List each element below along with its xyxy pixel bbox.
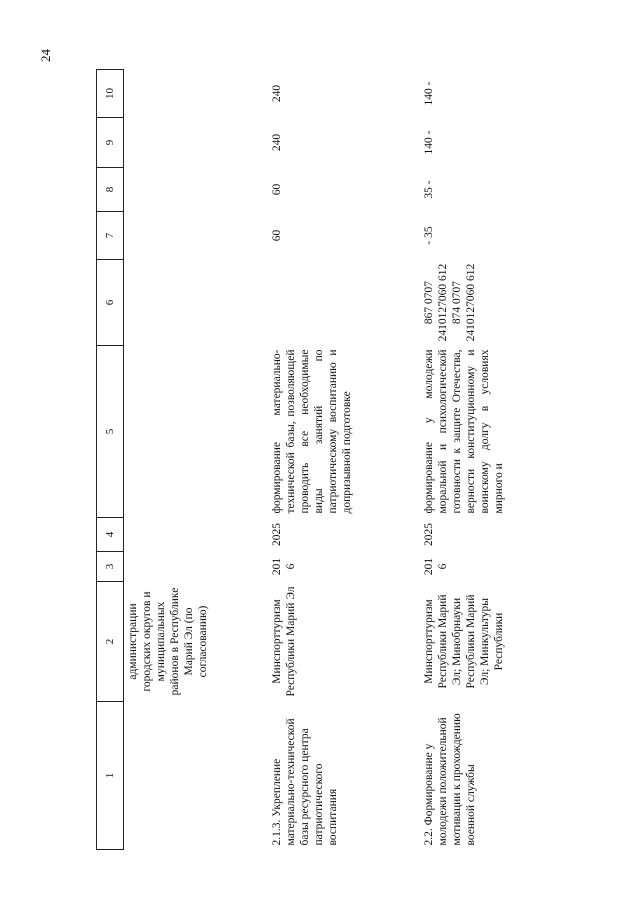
column-number: 2 [97,582,124,702]
value-col-7 [124,212,261,260]
start-year [124,552,261,582]
value-col-8 [124,168,261,212]
measure-name: 2.1.3. Укрепление материально-технической базы ресурсного центра патриотического воспитания [271,718,339,846]
expected-result: формирование у молодежи моральной и психологической готовности к защите Отечества, верности конституционному и воинскому долгу в условиях мирного и [423,349,505,514]
value-col-10: 140 - [423,81,435,106]
budget-code [124,260,261,346]
expected-result [124,346,261,518]
responsible-executor: Минспорттуризм Республики Марий Эл; Минобрнауки Республики Марий Эл; Минкультуры Республики [423,594,505,689]
value-col-10 [124,70,261,118]
value-col-7: - 35 [423,226,435,245]
value-col-9: 140 - [423,130,435,155]
start-year: 2016 [423,557,449,576]
value-col-9 [124,118,261,168]
responsible-executor: Минспорттуризм Республики Марий Эл [271,586,297,697]
table-row [260,70,412,850]
end-year: 2025 [423,523,435,546]
expected-result: формирование материально-технической базы, позволяющей проводить все необходимые виды занятий по патриотическому воспитанию и допризывной подготовке [271,349,353,514]
measure-name [124,702,261,850]
budget-code: 867 0707 2410127060 612 874 0707 2410127060 612 [423,263,477,342]
start-year: 2016 [271,557,297,576]
column-number: 5 [97,346,124,518]
page-number: 24 [38,49,53,62]
column-number: 10 [97,70,124,118]
end-year [124,518,261,552]
table-row [412,70,534,850]
end-year: 2025 [271,523,283,546]
column-number: 7 [97,212,124,260]
program-table-sheet [96,70,532,850]
table-row [124,70,261,850]
column-number-row [97,70,124,850]
responsible-executor: администрации городских округов и муниципальных районов в Республике Марий Эл (по согласованию) [127,587,209,696]
budget-code [260,260,412,346]
column-number: 9 [97,118,124,168]
column-number: 6 [97,260,124,346]
column-number: 1 [97,702,124,850]
program-table [96,69,534,850]
value-col-8: 60 [271,183,283,196]
value-col-10: 240 [271,84,283,103]
column-number: 3 [97,552,124,582]
value-col-7: 60 [271,229,283,242]
measure-name: 2.2. Формирование у молодежи положительной мотивации к прохождению военной службы [423,713,477,846]
column-number: 4 [97,518,124,552]
value-col-9: 240 [271,133,283,152]
column-number: 8 [97,168,124,212]
value-col-8: 35 - [423,180,435,199]
